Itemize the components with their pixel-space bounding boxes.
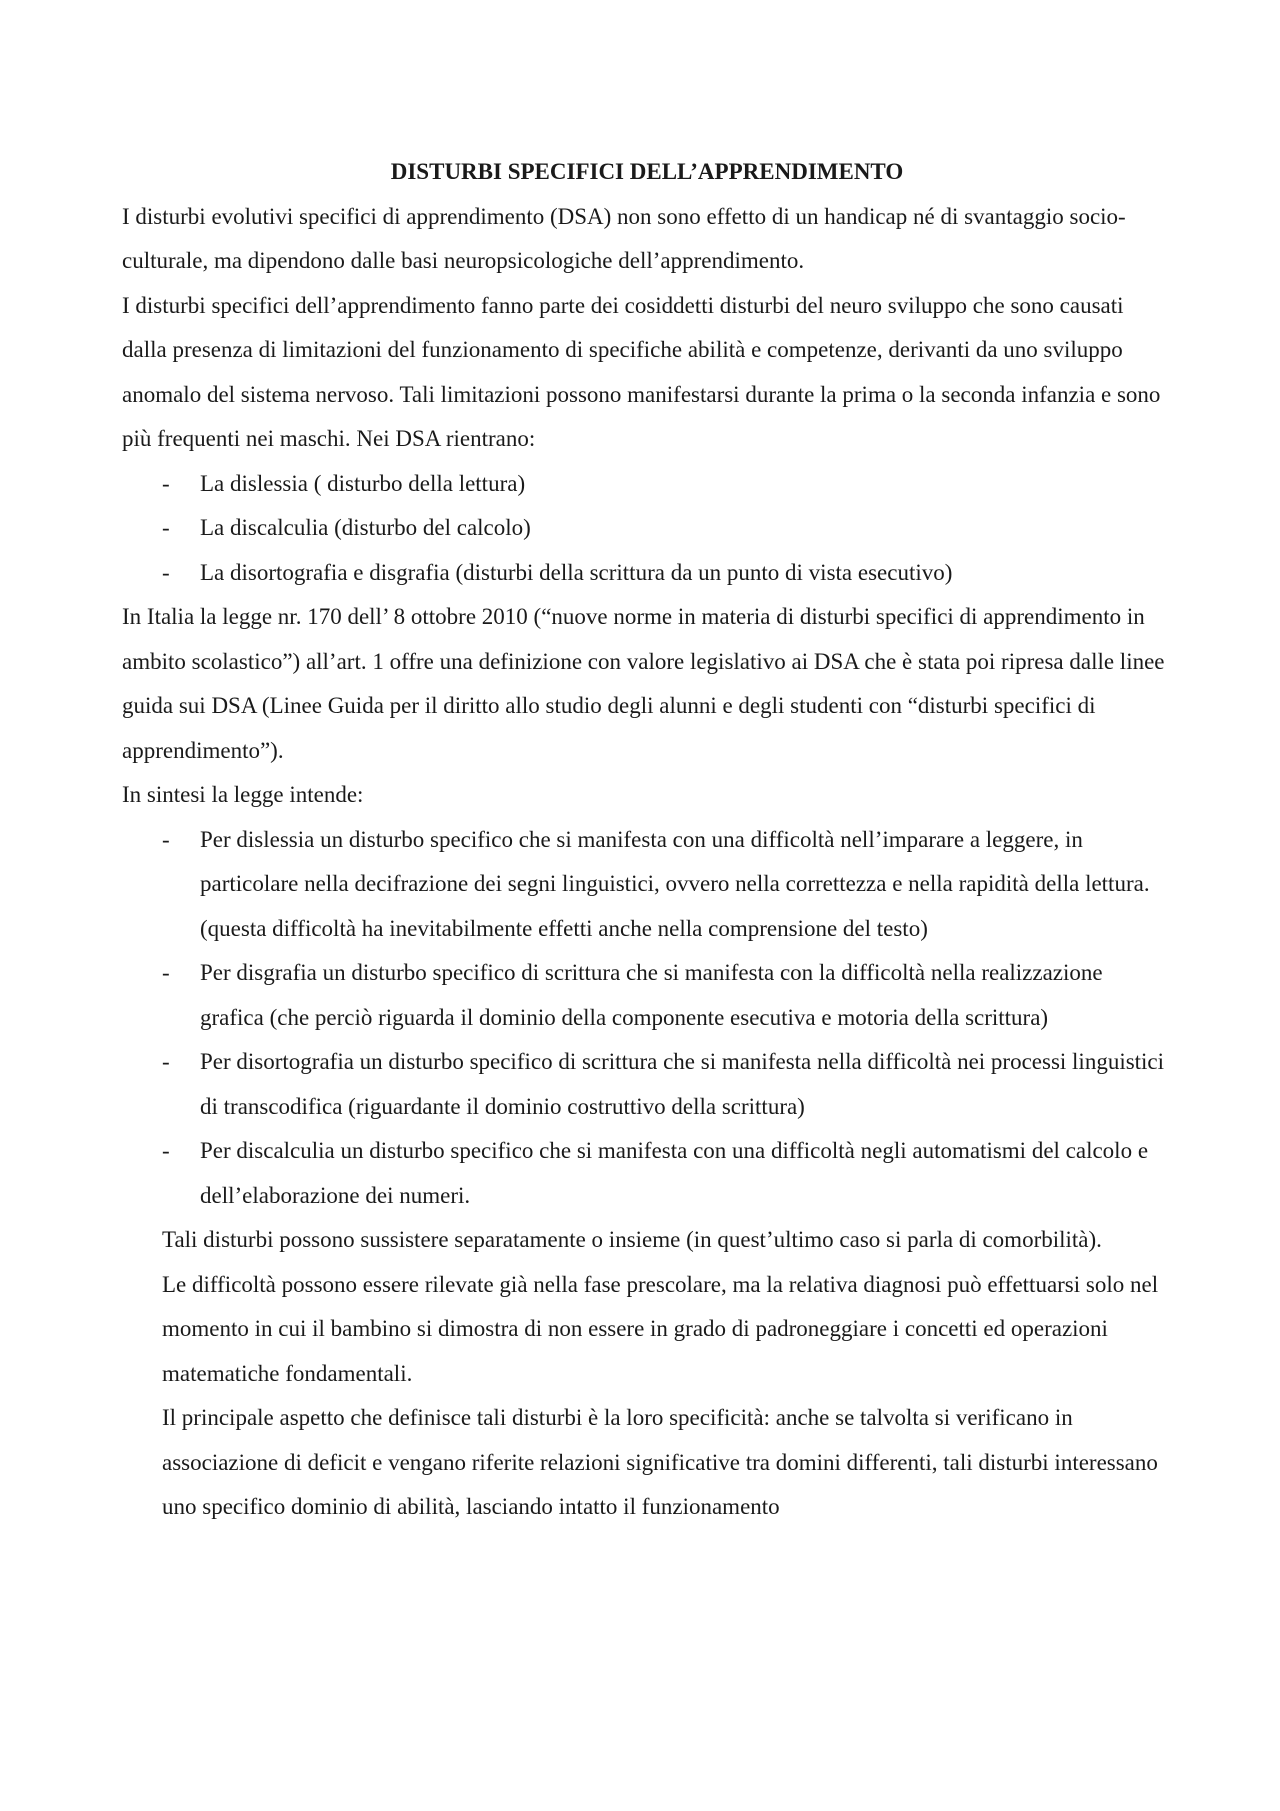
definition-discalculia: - Per discalculia un disturbo specifico che si manifesta con una difficoltà negli automatismi del calcolo e dell’elaborazione dei numeri. xyxy=(122,1129,1172,1218)
dsa-list xyxy=(122,462,1172,596)
definition-disgrafia: - Per disgrafia un disturbo specifico di scrittura che si manifesta con la difficoltà nella realizzazione grafica (che perciò riguarda il dominio della componente esecutiva e motoria della scrittura) xyxy=(122,951,1172,1040)
paragraph-law-summary: In sintesi la legge intende: xyxy=(122,782,364,807)
list-item-discalculia: - La discalculia (disturbo del calcolo) xyxy=(122,506,1172,551)
paragraph-neurodevelopment: I disturbi specifici dell’apprendimento fanno parte dei cosiddetti disturbi del neuro sviluppo che sono causati dalla presenza di limitazioni del funzionamento di specifiche abilità e competenze, derivanti da uno sviluppo anomalo del sistema nervoso. Tali limitazioni possono manifestarsi durante la prima o la seconda infanzia e sono più frequenti nei maschi. Nei DSA rientrano: xyxy=(122,292,1161,451)
paragraph-specificity: Il principale aspetto che definisce tali disturbi è la loro specificità: anche se talvolta si verificano in associazione di deficit e vengano riferite relazioni significative tra domini differenti, tali disturbi interessano uno specifico dominio di abilità, lasciando intatto il funzionamento xyxy=(162,1405,1158,1519)
definition-disortografia: - Per disortografia un disturbo specifico di scrittura che si manifesta nella difficoltà nei processi linguistici di transcodifica (riguardante il dominio costruttivo della scrittura) xyxy=(122,1040,1172,1129)
list-item-dislessia: - La dislessia ( disturbo della lettura) xyxy=(122,462,1172,507)
paragraph-diagnosis: Le difficoltà possono essere rilevate già nella fase prescolare, ma la relativa diagnosi può effettuarsi solo nel momento in cui il bambino si dimostra di non essere in grado di padroneggiare i concetti ed operazioni matematiche fondamentali. xyxy=(162,1271,1159,1386)
paragraph-law-170: In Italia la legge nr. 170 dell’ 8 ottobre 2010 (“nuove norme in materia di disturbi specifici di apprendimento in ambito scolastico”) all’art. 1 offre una definizione con valore legislativo ai DSA che è stata poi ripresa dalle linee guida sui DSA (Linee Guida per il diritto allo studio degli alunni e degli studenti con “disturbi specifici di apprendimento”). xyxy=(122,604,1165,763)
list-item-disortografia-disgrafia: - La disortografia e disgrafia (disturbi della scrittura da un punto di vista esecutivo) xyxy=(122,551,1172,596)
definitions-list xyxy=(122,818,1172,1219)
paragraph-dsa-definition: I disturbi evolutivi specifici di apprendimento (DSA) non sono effetto di un handicap né di svantaggio socio-culturale, ma dipendono dalle basi neuropsicologiche dell’apprendimento. xyxy=(122,203,1126,273)
closing-section xyxy=(122,1218,1172,1530)
definition-dislessia: - Per dislessia un disturbo specifico che si manifesta con una difficoltà nell’imparare a leggere, in particolare nella decifrazione dei segni linguistici, ovvero nella correttezza e nella rapidità della lettura. (questa difficoltà ha inevitabilmente effetti anche nella comprensione del testo) xyxy=(122,818,1172,952)
document-title: DISTURBI SPECIFICI DELL’APPRENDIMENTO xyxy=(390,159,904,184)
document-page xyxy=(122,150,1172,1530)
paragraph-comorbidity: Tali disturbi possono sussistere separatamente o insieme (in quest’ultimo caso si parla di comorbilità). xyxy=(162,1227,1102,1252)
